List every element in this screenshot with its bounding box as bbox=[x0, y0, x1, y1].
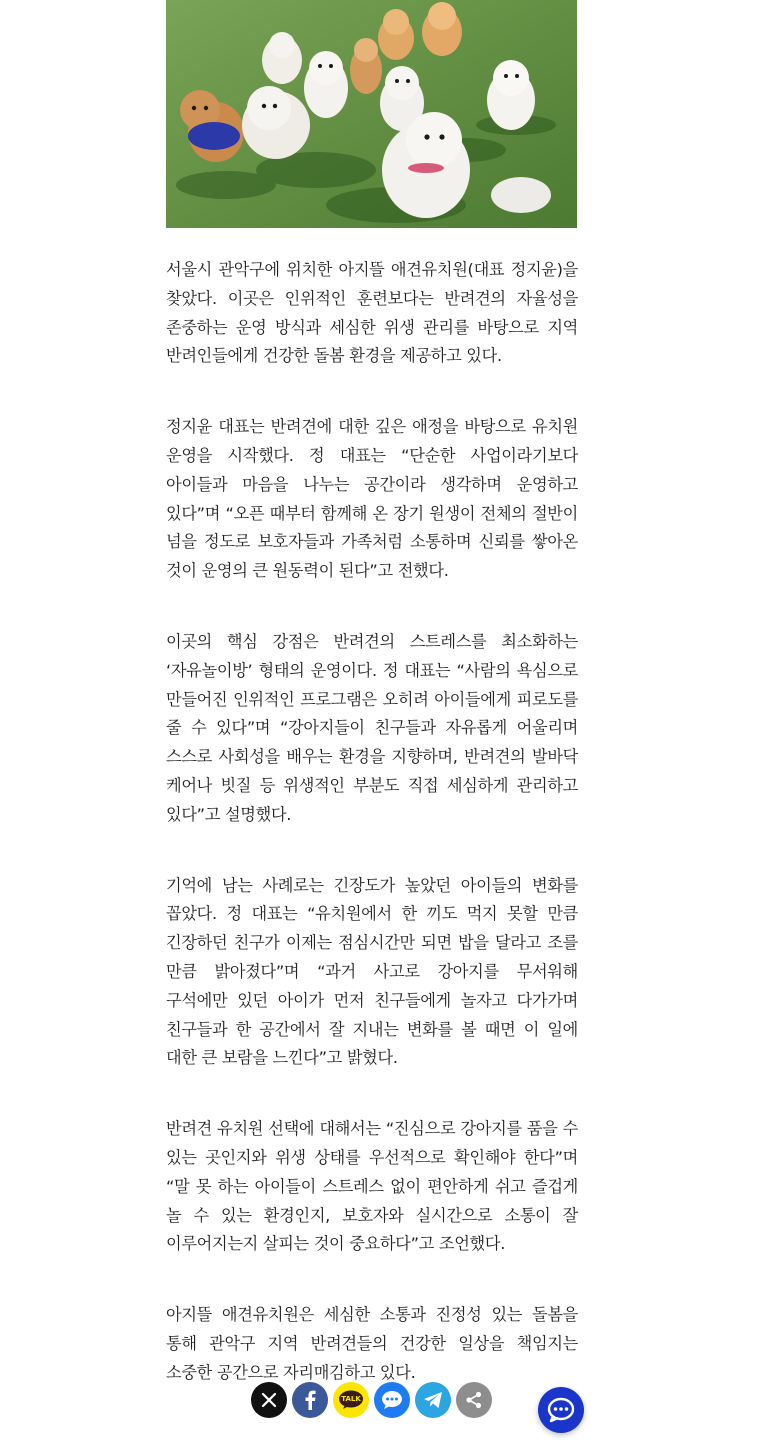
article-paragraph: 아지뜰 애견유치원은 세심한 소통과 진정성 있는 돌봄을 통해 관악구 지역 반려견들의 건강한 일상을 책임지는 소중한 공간으로 자리매김하고 있다. bbox=[166, 1305, 578, 1382]
share-icon bbox=[465, 1391, 483, 1409]
share-facebook-button[interactable] bbox=[292, 1382, 328, 1418]
share-kakaotalk-button[interactable] bbox=[333, 1382, 369, 1418]
article-paragraph: 이곳의 핵심 강점은 반려견의 스트레스를 최소화하는 ‘자유놀이방’ 형태의 운영이다. 정 대표는 “사람의 욕심으로 만들어진 인위적인 프로그램은 오히려 아이들에게 피로도를 줄 수 있다”며 “강아지들이 친구들과 자유롭게 어울리며 스스로 사회성을 배우는 환경을 지향하며, 반려견의 발바닥 케어나 빗질 등 위생적인 부분도 직접 세심하게 관리하고 있다”고 설명했다. bbox=[166, 631, 578, 824]
telegram-icon bbox=[423, 1391, 443, 1409]
share-message-button[interactable] bbox=[374, 1382, 410, 1418]
share-x-button[interactable] bbox=[251, 1382, 287, 1418]
chat-icon bbox=[547, 1397, 575, 1423]
article-paragraph: 서울시 관악구에 위치한 아지뜰 애견유치원(대표 정지윤)을 찾았다. 이곳은 인위적인 훈련보다는 반려견의 자율성을 존중하는 운영 방식과 세심한 위생 관리를 바탕으로 지역 반려인들에게 건강한 돌봄 환경을 제공하고 있다. bbox=[166, 260, 578, 366]
article-body bbox=[166, 256, 578, 1430]
kakao-talk-label: TALK bbox=[341, 1395, 361, 1403]
share-more-button[interactable] bbox=[456, 1382, 492, 1418]
message-icon bbox=[381, 1390, 403, 1410]
x-logo-icon bbox=[261, 1392, 277, 1408]
article-photo bbox=[166, 0, 577, 228]
share-telegram-button[interactable] bbox=[415, 1382, 451, 1418]
article-paragraph: 반려견 유치원 선택에 대해서는 “진심으로 강아지를 품을 수 있는 곳인지와 위생 상태를 우선적으로 확인해야 한다”며 “말 못 하는 아이들이 스트레스 없이 편안하게 쉬고 즐겁게 놀 수 있는 환경인지, 보호자와 실시간으로 소통이 잘 이루어지는지 살피는 것이 중요하다”고 조언했다. bbox=[166, 1119, 578, 1254]
dogs-on-grass-image bbox=[166, 0, 577, 228]
article-paragraph: 기억에 남는 사례로는 긴장도가 높았던 아이들의 변화를 꼽았다. 정 대표는 “유치원에서 한 끼도 먹지 못할 만큼 긴장하던 친구가 이제는 점심시간만 되면 밥을 달라고 조를 만큼 밝아졌다”며 “과거 사고로 강아지를 무서워해 구석에만 있던 아이가 먼저 친구들에게 놀자고 다가가며 친구들과 한 공간에서 잘 지내는 변화를 볼 때면 이 일에 대한 큰 보람을 느낀다”고 밝혔다. bbox=[166, 875, 578, 1068]
share-bar bbox=[251, 1382, 492, 1418]
facebook-icon bbox=[302, 1390, 318, 1410]
chat-button[interactable] bbox=[538, 1387, 584, 1433]
article-paragraph: 정지윤 대표는 반려견에 대한 깊은 애정을 바탕으로 유치원 운영을 시작했다. 정 대표는 “단순한 사업이라기보다 아이들과 마음을 나누는 공간이라 생각하며 운영하고 있다”며 “오픈 때부터 함께해 온 장기 원생이 전체의 절반이 넘을 정도로 보호자들과 가족처럼 소통하며 신뢰를 쌓아온 것이 운영의 큰 원동력이 된다”고 전했다. bbox=[166, 417, 578, 581]
